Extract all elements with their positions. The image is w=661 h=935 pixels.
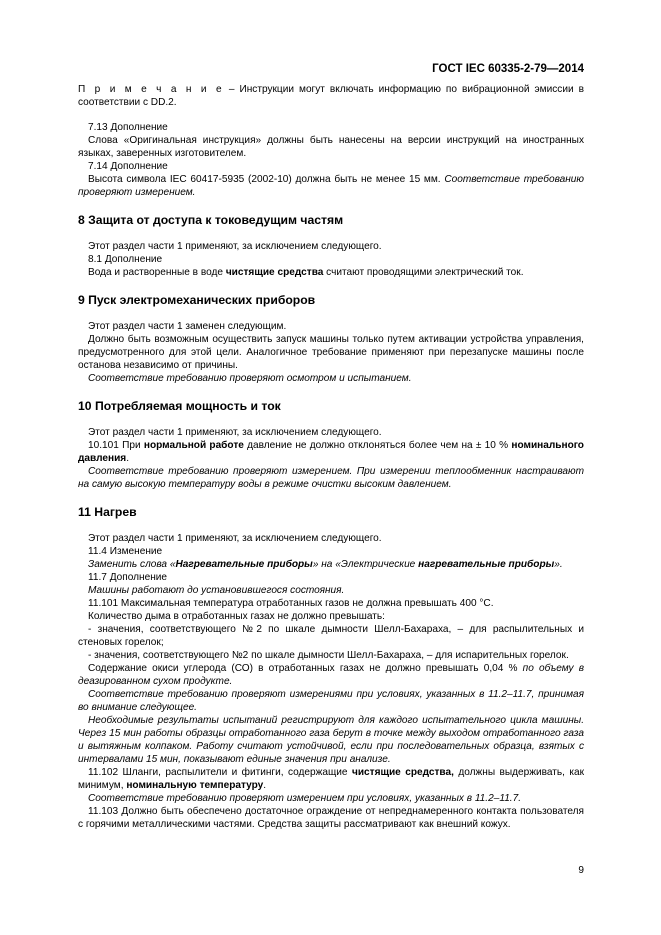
clause-10-101-a: 10.101 При xyxy=(88,440,144,451)
section-9-check: Соответствие требованию проверяют осмотром и испытанием. xyxy=(88,373,412,384)
clause-7-14-check: Соответствие требованию проверяют измерением. xyxy=(78,174,584,198)
note-paragraph xyxy=(78,83,584,109)
clause-7-14-heading: 7.14 Дополнение xyxy=(88,161,168,172)
section-9-requirement: Должно быть возможным осуществить запуск машины только путем активации устройства управления, предусмотренного для этой цели. Аналогичное требование применяют при перезапуске машины после останова независимо от причины. xyxy=(78,334,584,371)
clause-11-4-a: Заменить слова « xyxy=(88,559,176,570)
section-8-title: 8 Защита от доступа к токоведущим частям xyxy=(78,213,344,227)
section-8-intro: Этот раздел части 1 применяют, за исключением следующего. xyxy=(88,241,382,252)
section-11-check-2: Необходимые результаты испытаний регистрируют для каждого испытательного цикла машины. Через 15 мин работы образцы отработанного газа берут в точке между выходом отработанного газа и вытяжным колпаком. Работу считают устойчивой, если при последовательных образца, взятых с интервалами 15 мин, показывают единые значения при анализе. xyxy=(78,715,584,765)
section-9-title: 9 Пуск электромеханических приборов xyxy=(78,293,316,307)
standard-header: ГОСТ IEC 60335-2-79—2014 xyxy=(432,63,584,75)
section-11-check-3: Соответствие требованию проверяют измерением при условиях, указанных в 11.2–11.7. xyxy=(88,793,522,804)
section-9-intro: Этот раздел части 1 заменен следующим. xyxy=(88,321,287,332)
clause-7-13-text: Слова «Оригинальная инструкция» должны быть нанесены на версии инструкций на иностранных языках, заверенных изготовителем. xyxy=(78,135,584,159)
smoke-limit-intro: Количество дыма в отработанных газах не должно превышать: xyxy=(88,611,385,622)
clause-11-4-heading: 11.4 Изменение xyxy=(88,546,163,557)
page-number: 9 xyxy=(578,865,584,876)
clause-7-14-main: Высота символа IEC 60417-5935 (2002-10) должна быть не менее 15 мм. xyxy=(88,174,445,185)
smoke-limit-item-1: - значения, соответствующего №2 по шкале дымности Шелл-Бахараха, – для распылительных и стеновых горелок; xyxy=(78,624,584,648)
smoke-limit-item-2: - значения, соответствующего №2 по шкале дымности Шелл-Бахараха, – для испарительных горелок. xyxy=(88,650,569,661)
term-rated-temperature: номинальную температуру xyxy=(126,780,264,791)
clause-11-4-c: » на «Электрические xyxy=(312,559,419,570)
clause-10-101 xyxy=(78,439,584,465)
section-10-title: 10 Потребляемая мощность и ток xyxy=(78,399,281,413)
clause-11-101: 11.101 Максимальная температура отработанных газов не должна превышать 400 °С. xyxy=(88,598,494,609)
clause-8-1-text xyxy=(78,266,584,279)
clause-7-13-heading: 7.13 Дополнение xyxy=(88,122,168,133)
term-electric-heating-appliances: нагревательные приборы xyxy=(418,559,555,570)
section-10-intro: Этот раздел части 1 применяют, за исключением следующего. xyxy=(88,427,382,438)
clause-11-102-c: должны выдерживать, как минимум, xyxy=(78,767,584,791)
document-page xyxy=(78,0,584,935)
section-11-title: 11 Нагрев xyxy=(78,505,137,519)
clause-11-102-a: 11.102 Шланги, распылители и фитинги, содержащие xyxy=(88,767,352,778)
co-limit-a: Содержание окиси углерода (СО) в отработанных газах не должно превышать 0,04 % xyxy=(88,663,523,674)
clause-7-14-text xyxy=(78,173,584,199)
page-body xyxy=(78,83,584,831)
clause-8-1-a: Вода и растворенные в воде xyxy=(88,267,226,278)
term-cleaning-agents-2: чистящие средства, xyxy=(351,767,454,778)
clause-11-4-e: ». xyxy=(554,559,563,570)
clause-11-7-heading: 11.7 Дополнение xyxy=(88,572,168,583)
clause-11-7-text: Машины работают до установившегося состояния. xyxy=(88,585,345,596)
section-11-check-1: Соответствие требованию проверяют измерениями при условиях, указанных в 11.2–11.7, принимая во внимание следующее. xyxy=(78,689,584,713)
clause-10-101-e: . xyxy=(126,453,129,464)
term-cleaning-agents: чистящие средства xyxy=(225,267,324,278)
clause-11-4-text xyxy=(78,558,584,571)
co-limit-b: по объему в деазированном сухом продукте. xyxy=(78,663,584,687)
term-heating-appliances: Нагревательные приборы xyxy=(175,559,313,570)
co-limit xyxy=(78,662,584,688)
section-10-check: Соответствие требованию проверяют измерением. При измерении теплообменник настраивают на самую высокую температуру воды в режиме очистки высоким давлением. xyxy=(78,466,584,490)
term-normal-operation: нормальной работе xyxy=(143,440,244,451)
section-11-intro: Этот раздел части 1 применяют, за исключением следующего. xyxy=(88,533,382,544)
clause-8-1-heading: 8.1 Дополнение xyxy=(88,254,163,265)
clause-8-1-b: считают проводящими электрический ток. xyxy=(323,267,524,278)
note-text: – Инструкции могут включать информацию по вибрационной эмиссии в соответствии с DD.2. xyxy=(78,84,584,108)
clause-11-103: 11.103 Должно быть обеспечено достаточное ограждение от непреднамеренного контакта пользователя с горячими металлическими частями. Средства защиты рассматривают как внешний кожух. xyxy=(78,806,584,830)
note-label: П р и м е ч а н и е xyxy=(78,84,224,95)
term-rated-pressure: номинального давления xyxy=(78,440,584,464)
clause-11-102 xyxy=(78,766,584,792)
clause-10-101-c: давление не должно отклоняться более чем на ± 10 % xyxy=(243,440,512,451)
clause-11-102-e: . xyxy=(263,780,267,791)
